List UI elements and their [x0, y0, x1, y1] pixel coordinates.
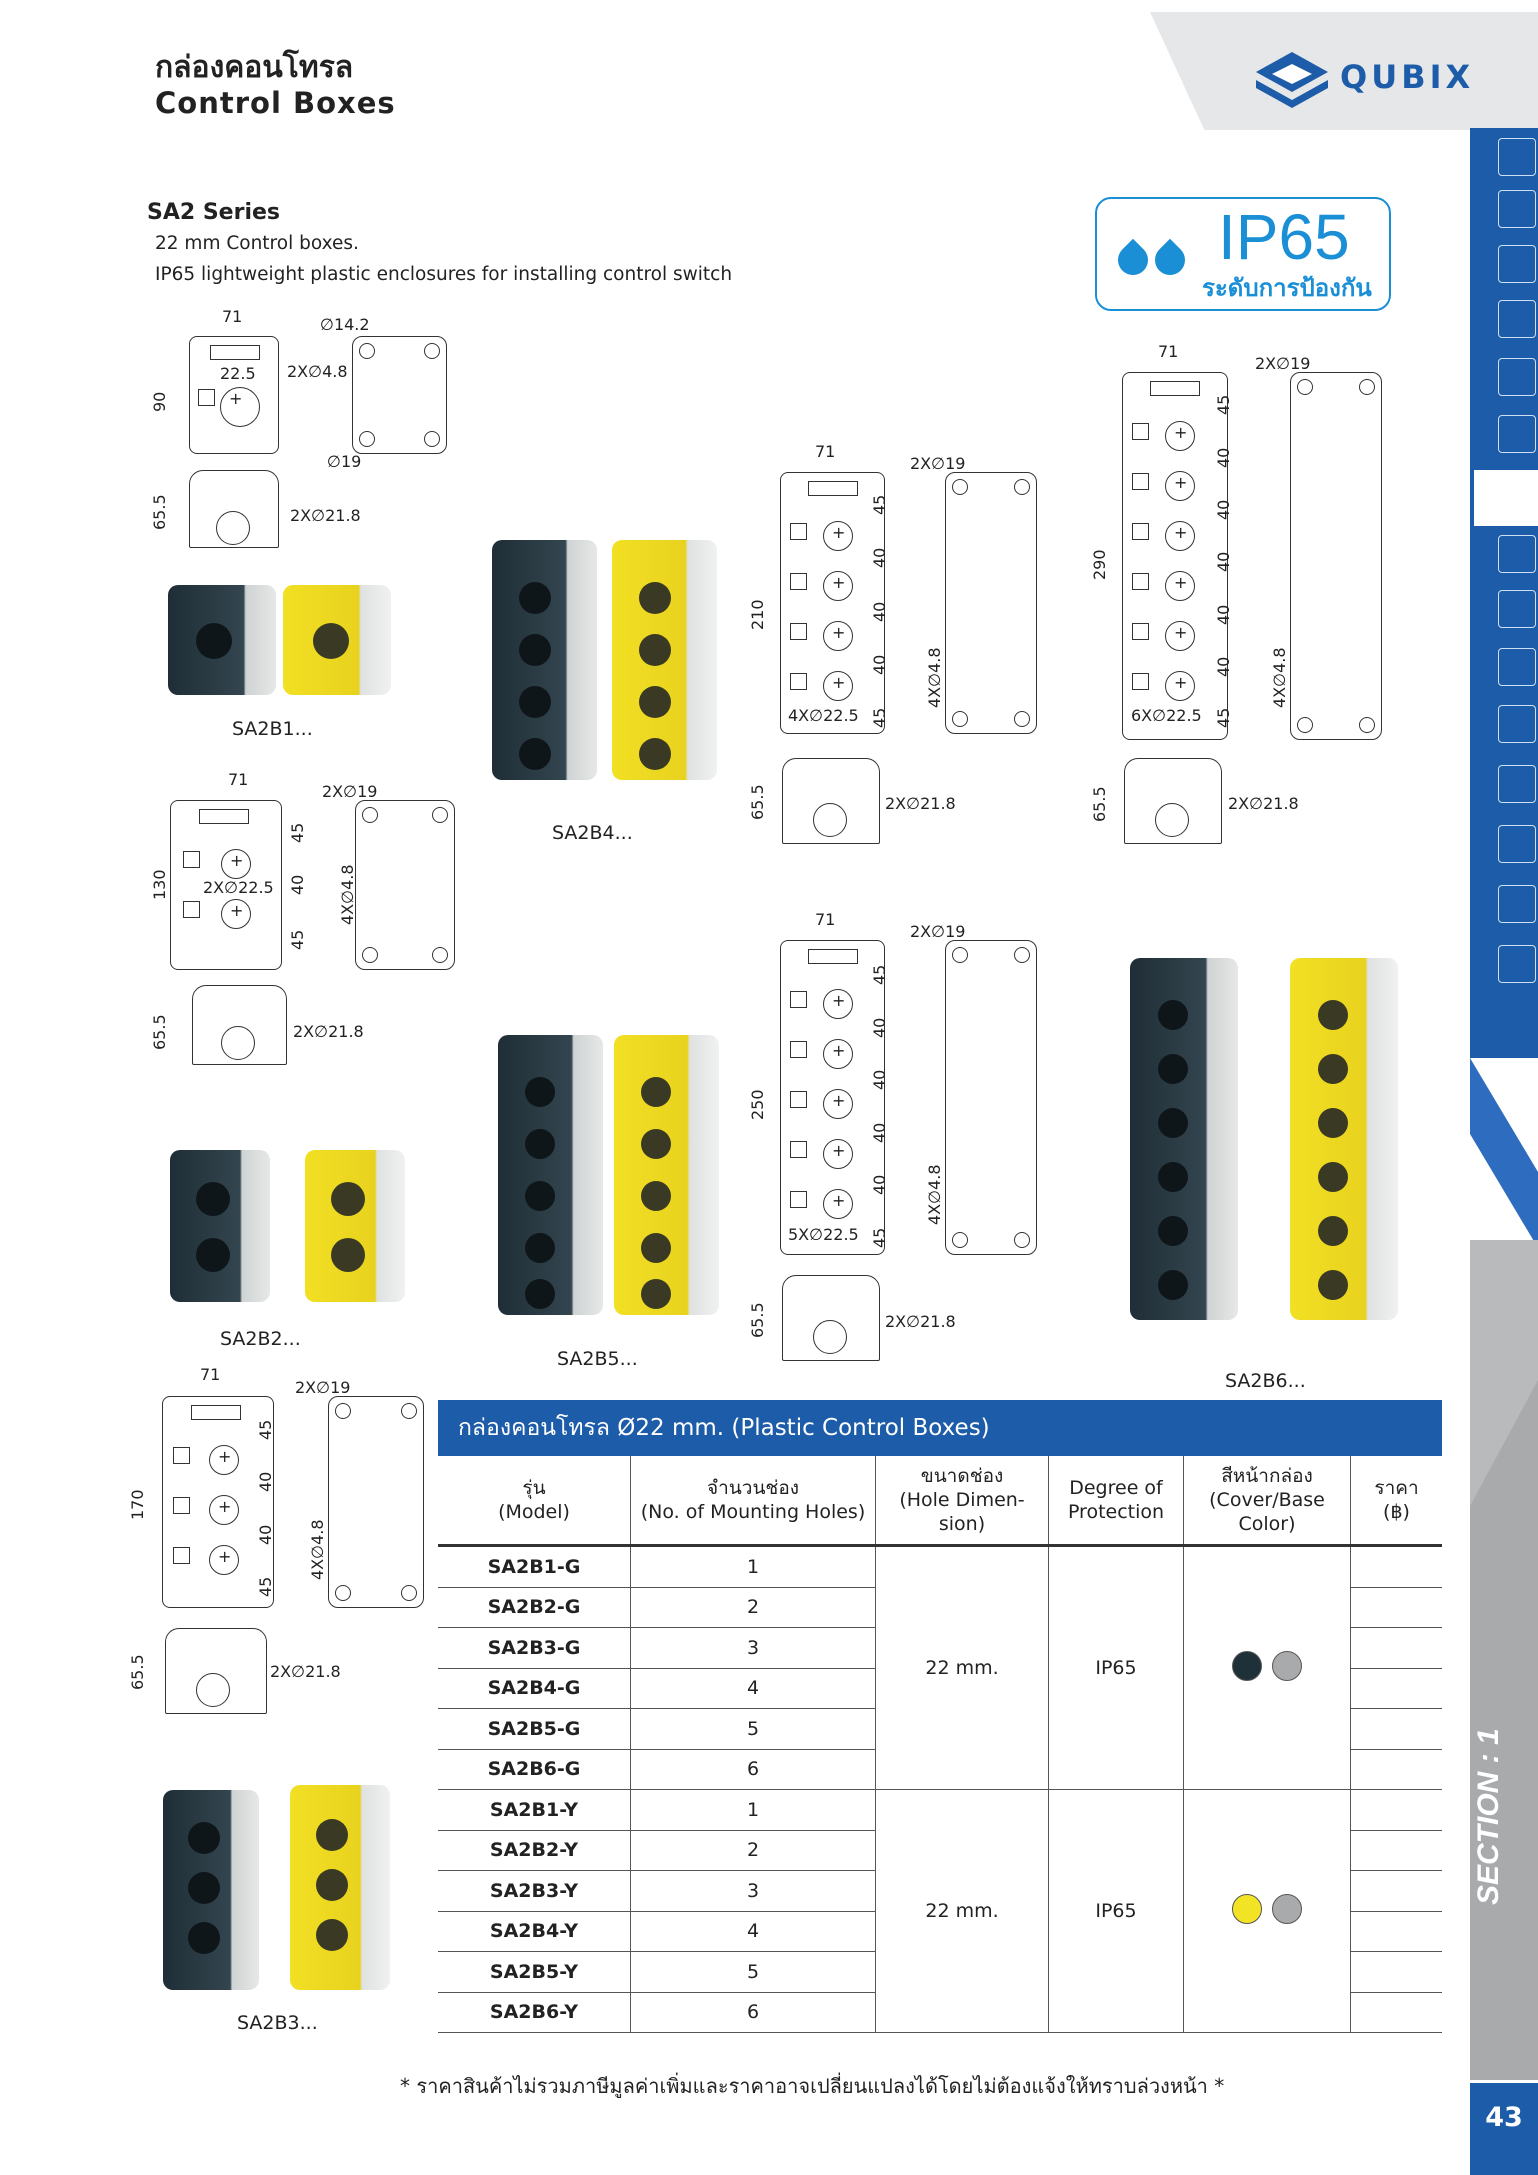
dim-depth: 65.5	[748, 784, 767, 820]
table-row: SA2B5-G 5	[438, 1709, 1442, 1750]
dim-spacing: 45	[870, 1227, 889, 1248]
spec-table	[438, 1456, 1442, 2033]
dim-2x218: 2X∅21.8	[885, 794, 956, 813]
meter-icon[interactable]	[1498, 245, 1536, 283]
fan-icon[interactable]	[1498, 945, 1536, 983]
ip-rating: IP65	[1218, 201, 1350, 273]
back-view-b3	[328, 1396, 424, 1608]
dim-4x48: 4X∅4.8	[308, 1519, 327, 1580]
table-row: SA2B3-G 3	[438, 1628, 1442, 1669]
dim-spacing: 40	[870, 547, 889, 568]
dim-spacing: 40	[1214, 656, 1233, 677]
pilot-lamp-icon[interactable]	[1498, 590, 1536, 628]
dim-2x19: 2X∅19	[1255, 354, 1311, 373]
dim-spacing: 45	[256, 1419, 275, 1440]
col-model: รุ่น (Model)	[438, 1456, 631, 1546]
dim-height: 210	[748, 599, 767, 630]
table-title: กล่องคอนโทรล Ø22 mm. (Plastic Control Boxes)	[438, 1400, 1442, 1456]
dim-2x218: 2X∅21.8	[293, 1022, 364, 1041]
qubix-logo-icon	[1252, 50, 1332, 110]
dim-spacing: 45	[288, 822, 307, 843]
hole-size: 22 mm.	[876, 1790, 1049, 2033]
table-row: SA2B4-Y 4	[438, 1911, 1442, 1952]
dim-spacing: 45	[870, 707, 889, 728]
product-photo-sa2b5-yellow	[614, 1035, 719, 1315]
dim-holes: 5X∅22.5	[788, 1225, 859, 1244]
caption-sa2b2: SA2B2...	[220, 1328, 301, 1350]
dim-spacing: 40	[870, 1017, 889, 1038]
dim-holes: 6X∅22.5	[1131, 706, 1202, 725]
switch-icon[interactable]	[1498, 535, 1536, 573]
back-view-b4	[945, 472, 1037, 734]
protection: IP65	[1049, 1790, 1184, 2033]
dim-width: 71	[200, 1365, 221, 1384]
cover-color-swatch	[1232, 1651, 1262, 1681]
dim-depth: 65.5	[150, 1014, 169, 1050]
dim-2x218: 2X∅21.8	[290, 506, 361, 525]
product-photo-sa2b5-dark	[498, 1035, 603, 1315]
hole-size: 22 mm.	[876, 1546, 1049, 1790]
product-photo-sa2b4-yellow	[612, 540, 717, 780]
table-row: SA2B6-Y 6	[438, 1992, 1442, 2033]
base-color-swatch	[1272, 1651, 1302, 1681]
product-photo-sa2b1-dark	[168, 585, 276, 695]
caption-sa2b1: SA2B1...	[232, 718, 313, 740]
dim-width: 71	[815, 910, 836, 929]
dim-spacing: 45	[256, 1576, 275, 1597]
table-row: SA2B5-Y 5	[438, 1952, 1442, 1993]
product-photo-sa2b3-dark	[163, 1790, 259, 1990]
dim-height: 90	[150, 391, 169, 412]
dim-width: 71	[815, 442, 836, 461]
socket-icon[interactable]	[1498, 825, 1536, 863]
table-row: SA2B1-G 1 22 mm. IP65	[438, 1546, 1442, 1588]
col-holes: จำนวนช่อง (No. of Mounting Holes)	[631, 1456, 876, 1546]
page-number: 43	[1470, 2083, 1538, 2175]
side-view-b3	[165, 1628, 267, 1714]
dim-width: 71	[228, 770, 249, 789]
caption-sa2b5: SA2B5...	[557, 1348, 638, 1370]
page-title-en: Control Boxes	[155, 86, 396, 120]
dim-2x19: 2X∅19	[322, 782, 378, 801]
dim-holes: 2X∅22.5	[203, 878, 274, 897]
dim-spacing: 45	[1214, 707, 1233, 728]
dim-2x218: 2X∅21.8	[1228, 794, 1299, 813]
dim-spacing: 40	[1214, 447, 1233, 468]
sidebar-item-control-box-active[interactable]	[1474, 470, 1538, 526]
dim-4x48: 4X∅4.8	[925, 1164, 944, 1225]
side-view-b5	[782, 1275, 880, 1361]
dim-spacing: 40	[1214, 551, 1233, 572]
product-photo-sa2b2-yellow	[305, 1150, 405, 1302]
dim-holes: 4X∅22.5	[788, 706, 859, 725]
side-view-b6	[1124, 758, 1222, 844]
dim-height: 130	[150, 869, 169, 900]
dim-2x19: 2X∅19	[910, 454, 966, 473]
dim-depth: 65.5	[748, 1302, 767, 1338]
product-photo-sa2b4-dark	[492, 540, 597, 780]
front-view-b6	[1122, 372, 1228, 740]
dim-spacing: 40	[288, 874, 307, 895]
base-color-swatch	[1272, 1894, 1302, 1924]
dim-width: 71	[1158, 342, 1179, 361]
caption-sa2b3: SA2B3...	[237, 2012, 318, 2034]
dim-4x48: 4X∅4.8	[1270, 647, 1289, 708]
front-view-b1	[189, 336, 279, 454]
dim-spacing: 40	[870, 1122, 889, 1143]
dim-depth: 65.5	[1090, 786, 1109, 822]
table-row: SA2B6-G 6	[438, 1749, 1442, 1790]
price-footnote: * ราคาสินค้าไม่รวมภาษีมูลค่าเพิ่มและราคาอาจเปลี่ยนแปลงได้โดยไม่ต้องแจ้งให้ทราบล่วงหน้า *	[400, 2074, 1225, 2098]
dim-spacing: 40	[256, 1471, 275, 1492]
dim-spacing: 40	[870, 1174, 889, 1195]
dim-spacing: 40	[1214, 499, 1233, 520]
table-row: SA2B2-G 2	[438, 1587, 1442, 1628]
dim-2x19: 2X∅19	[295, 1378, 351, 1397]
dim-hole: 22.5	[220, 364, 256, 383]
product-photo-sa2b6-dark	[1130, 958, 1238, 1320]
connector-icon[interactable]	[1498, 358, 1536, 396]
fuse-icon[interactable]	[1498, 705, 1536, 743]
terminal-block-icon[interactable]	[1498, 138, 1536, 176]
dim-spacing: 45	[288, 929, 307, 950]
dim-depth: 65.5	[128, 1654, 147, 1690]
product-photo-sa2b3-yellow	[290, 1785, 390, 1990]
front-view-b5	[780, 940, 885, 1255]
back-view-b6	[1290, 372, 1382, 740]
dim-spacing: 40	[256, 1524, 275, 1545]
product-photo-sa2b2-dark	[170, 1150, 270, 1302]
dim-height: 250	[748, 1089, 767, 1120]
side-view-b2	[192, 985, 287, 1065]
series-desc-2: IP65 lightweight plastic enclosures for installing control switch	[155, 264, 733, 285]
dim-spacing: 40	[870, 654, 889, 675]
dim-depth: 65.5	[150, 494, 169, 530]
protection: IP65	[1049, 1546, 1184, 1790]
product-photo-sa2b6-yellow	[1290, 958, 1398, 1320]
cable-gland-icon[interactable]	[1498, 415, 1536, 453]
caption-sa2b6: SA2B6...	[1225, 1370, 1306, 1392]
product-photo-sa2b1-yellow	[283, 585, 391, 695]
back-view-b5	[945, 940, 1037, 1255]
side-view-b1	[189, 470, 279, 548]
col-hole-dimension: ขนาดช่อง (Hole Dimen- sion)	[876, 1456, 1049, 1546]
relay-icon[interactable]	[1498, 190, 1536, 228]
dim-spacing: 45	[1214, 394, 1233, 415]
dim-height: 170	[128, 1489, 147, 1520]
sensor-icon[interactable]	[1498, 648, 1536, 686]
color-swatches	[1184, 1790, 1351, 2033]
table-row: SA2B2-Y 2	[438, 1830, 1442, 1871]
dim-4x48: 4X∅4.8	[925, 647, 944, 708]
dim-spacing: 40	[1214, 604, 1233, 625]
table-row: SA2B4-G 4	[438, 1668, 1442, 1709]
section-label: SECTION : 1	[1472, 1728, 1505, 1905]
color-swatches	[1184, 1546, 1351, 1790]
cover-color-swatch	[1232, 1894, 1262, 1924]
dim-2x19: 2X∅19	[910, 922, 966, 941]
dim-spacing: 40	[870, 601, 889, 622]
col-price: ราคา (฿)	[1351, 1456, 1443, 1546]
dim-width: 71	[222, 307, 243, 326]
dim-2x218: 2X∅21.8	[270, 1662, 341, 1681]
ip-subtitle: ระดับการป้องกัน	[1202, 274, 1372, 302]
side-view-b4	[782, 758, 880, 844]
series-title: SA2 Series	[147, 200, 281, 225]
series-desc-1: 22 mm Control boxes.	[155, 233, 359, 254]
back-view-b1	[352, 336, 447, 454]
dim-spacing: 45	[870, 964, 889, 985]
monitor-icon[interactable]	[1498, 765, 1536, 803]
dim-height: 290	[1090, 549, 1109, 580]
table-row: SA2B1-Y 1 22 mm. IP65	[438, 1790, 1442, 1831]
lamp-icon[interactable]	[1498, 885, 1536, 923]
dim-d14: ∅14.2	[320, 315, 370, 334]
caption-sa2b4: SA2B4...	[552, 822, 633, 844]
sidebar-stripe	[1470, 1058, 1538, 1248]
dim-4x48: 4X∅4.8	[338, 864, 357, 925]
dim-d19: ∅19	[327, 452, 362, 471]
brand-name: QUBIX	[1340, 58, 1475, 96]
dim-spacing: 40	[870, 1069, 889, 1090]
col-protection: Degree of Protection	[1049, 1456, 1184, 1546]
table-row: SA2B3-Y 3	[438, 1871, 1442, 1912]
dim-2x48: 2X∅4.8	[287, 362, 348, 381]
plug-icon[interactable]	[1498, 300, 1536, 338]
col-color: สีหน้ากล่อง (Cover/Base Color)	[1184, 1456, 1351, 1546]
dim-spacing: 45	[870, 494, 889, 515]
dim-2x218: 2X∅21.8	[885, 1312, 956, 1331]
back-view-b2	[355, 800, 455, 970]
page-title-th: กล่องคอนโทรล	[155, 50, 354, 85]
